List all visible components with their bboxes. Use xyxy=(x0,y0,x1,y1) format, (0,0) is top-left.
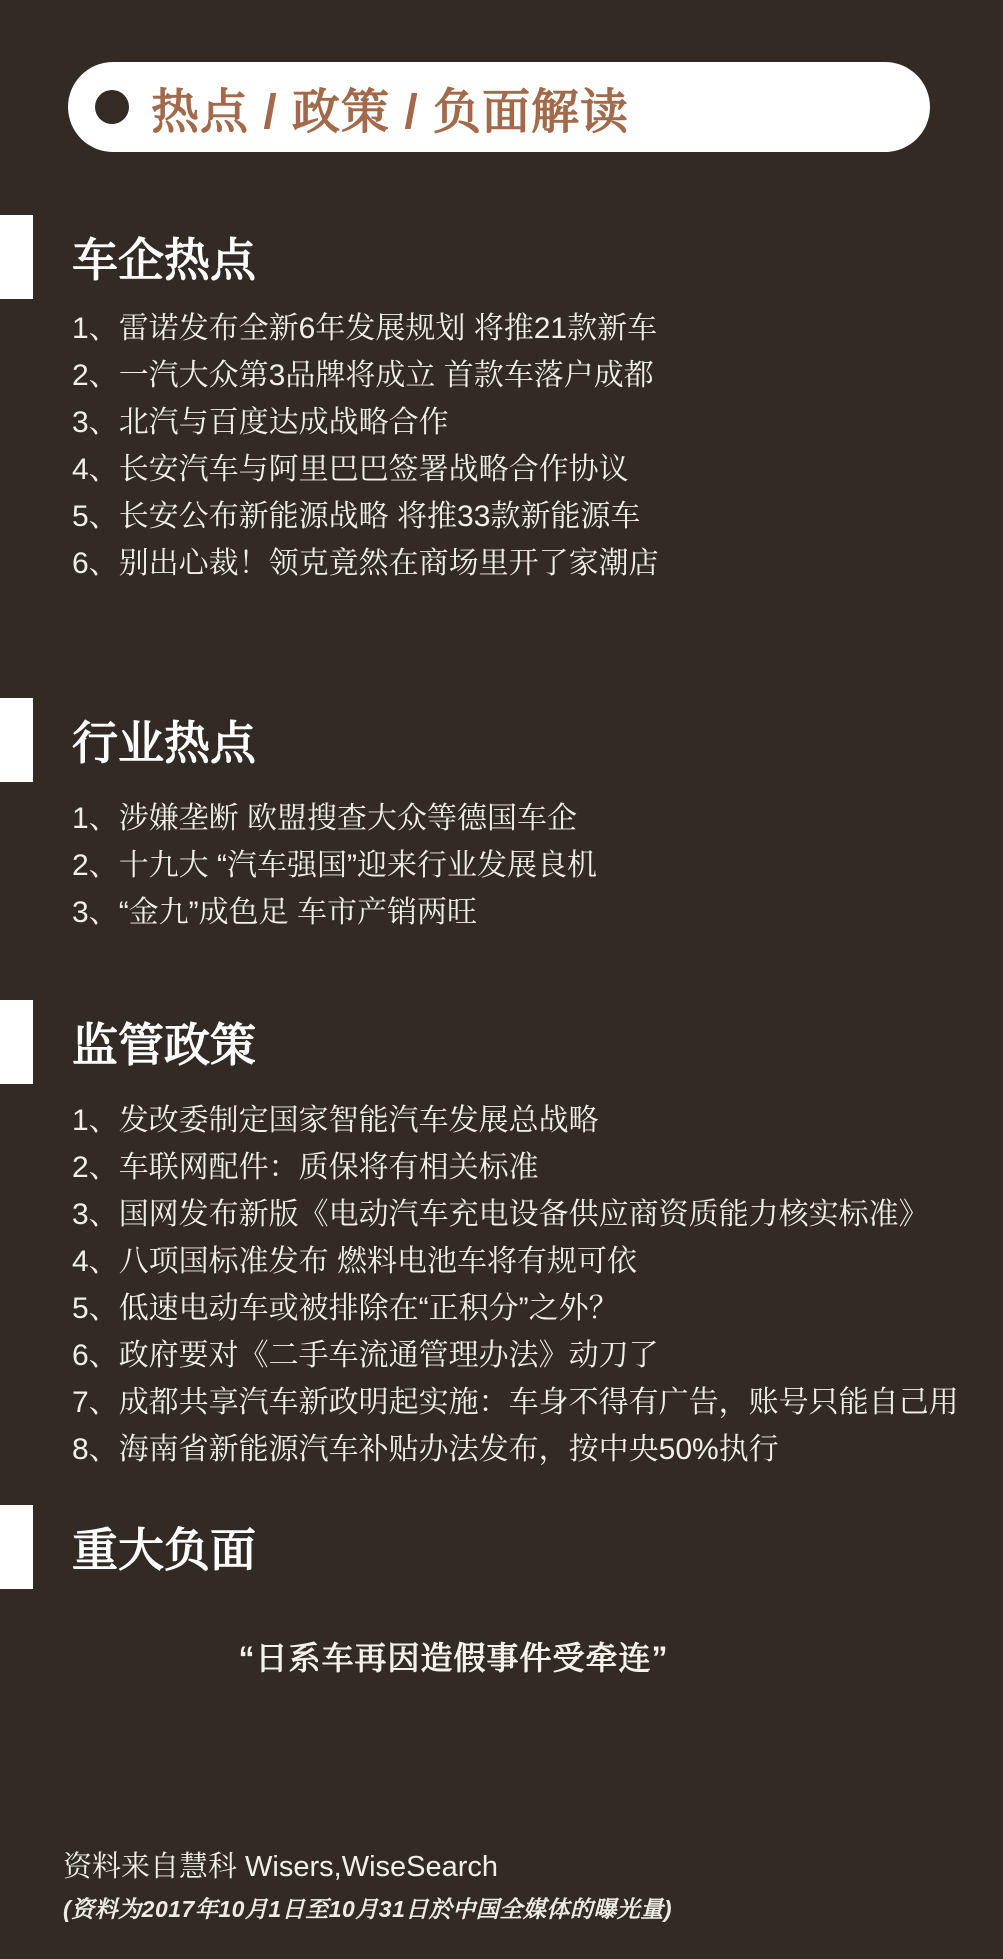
item-text: 政府要对《二手车流通管理办法》动刀了 xyxy=(118,1339,659,1372)
item-number: 3、 xyxy=(72,406,119,439)
item-text: 一汽大众第3品牌将成立 首款车落户成都 xyxy=(118,359,654,392)
list-item xyxy=(0,1379,1003,1426)
regulatory-policy-list xyxy=(0,1097,1003,1473)
list-item xyxy=(0,889,1003,936)
item-text: 发改委制定国家智能汽车发展总战略 xyxy=(118,1104,599,1137)
list-item xyxy=(0,399,1003,446)
item-number: 4、 xyxy=(72,453,119,486)
item-number: 5、 xyxy=(72,1292,119,1325)
list-item xyxy=(0,305,1003,352)
section-marker xyxy=(0,1505,33,1589)
item-text: 雷诺发布全新6年发展规划 将推21款新车 xyxy=(118,312,658,345)
section-title-regulatory-policy: 监管政策 xyxy=(72,1019,256,1071)
item-text: “金九”成色足 车市产销两旺 xyxy=(118,896,478,929)
item-number: 6、 xyxy=(72,1339,119,1372)
list-item xyxy=(0,1285,1003,1332)
data-source-line: 资料来自慧科 Wisers,WiseSearch xyxy=(63,1851,499,1883)
header-banner xyxy=(68,62,930,152)
item-number: 5、 xyxy=(72,500,119,533)
item-text: 十九大 “汽车强国”迎来行业发展良机 xyxy=(118,849,598,882)
item-text: 低速电动车或被排除在“正积分”之外？ xyxy=(118,1292,619,1325)
item-number: 2、 xyxy=(72,849,119,882)
list-item xyxy=(0,1426,1003,1473)
footer xyxy=(63,1844,672,1924)
section-title-major-negative: 重大负面 xyxy=(72,1524,256,1576)
section-header-major-negative xyxy=(0,1505,1003,1589)
item-number: 1、 xyxy=(72,802,119,835)
item-number: 1、 xyxy=(72,312,119,345)
page-title: 热点 / 政策 / 负面解读 xyxy=(151,85,630,139)
item-number: 2、 xyxy=(72,1151,119,1184)
car-hotspots-list xyxy=(0,305,1003,587)
list-item xyxy=(0,540,1003,587)
item-text: 国网发布新版《电动汽车充电设备供应商资质能力核实标准》 xyxy=(118,1198,929,1231)
item-text: 长安汽车与阿里巴巴签署战略合作协议 xyxy=(118,453,629,486)
item-number: 7、 xyxy=(72,1386,119,1419)
list-item xyxy=(0,795,1003,842)
list-item xyxy=(0,352,1003,399)
section-title-industry-hotspots: 行业热点 xyxy=(72,717,256,769)
industry-hotspots-list xyxy=(0,795,1003,936)
item-number: 4、 xyxy=(72,1245,119,1278)
item-number: 1、 xyxy=(72,1104,119,1137)
item-number: 6、 xyxy=(72,547,119,580)
item-text: 北汽与百度达成战略合作 xyxy=(118,406,449,439)
section-header-industry-hotspots xyxy=(0,698,1003,782)
negative-quote: “日系车再因造假事件受牵连” xyxy=(238,1640,669,1676)
section-marker xyxy=(0,698,33,782)
item-text: 八项国标准发布 燃料电池车将有规可依 xyxy=(118,1245,638,1278)
item-number: 3、 xyxy=(72,1198,119,1231)
bullet-dot-icon xyxy=(95,90,129,124)
item-number: 3、 xyxy=(72,896,119,929)
list-item xyxy=(0,842,1003,889)
item-number: 8、 xyxy=(72,1433,119,1466)
section-marker xyxy=(0,1000,33,1084)
data-note-line: (资料为2017年10月1日至10月31日於中国全媒体的曝光量) xyxy=(63,1896,673,1922)
item-text: 涉嫌垄断 欧盟搜查大众等德国车企 xyxy=(118,802,578,835)
item-text: 车联网配件：质保将有相关标准 xyxy=(118,1151,539,1184)
list-item xyxy=(0,1238,1003,1285)
item-text: 别出心裁！领克竟然在商场里开了家潮店 xyxy=(118,547,659,580)
item-text: 海南省新能源汽车补贴办法发布，按中央50%执行 xyxy=(118,1433,779,1466)
section-header-car-hotspots xyxy=(0,215,1003,299)
list-item xyxy=(0,446,1003,493)
section-title-car-hotspots: 车企热点 xyxy=(72,234,256,286)
item-number: 2、 xyxy=(72,359,119,392)
list-item xyxy=(0,493,1003,540)
item-text: 长安公布新能源战略 将推33款新能源车 xyxy=(118,500,641,533)
item-text: 成都共享汽车新政明起实施：车身不得有广告，账号只能自己用 xyxy=(118,1386,959,1419)
section-marker xyxy=(0,215,33,299)
list-item xyxy=(0,1097,1003,1144)
list-item xyxy=(0,1332,1003,1379)
section-header-regulatory-policy xyxy=(0,1000,1003,1084)
list-item xyxy=(0,1144,1003,1191)
list-item xyxy=(0,1191,1003,1238)
